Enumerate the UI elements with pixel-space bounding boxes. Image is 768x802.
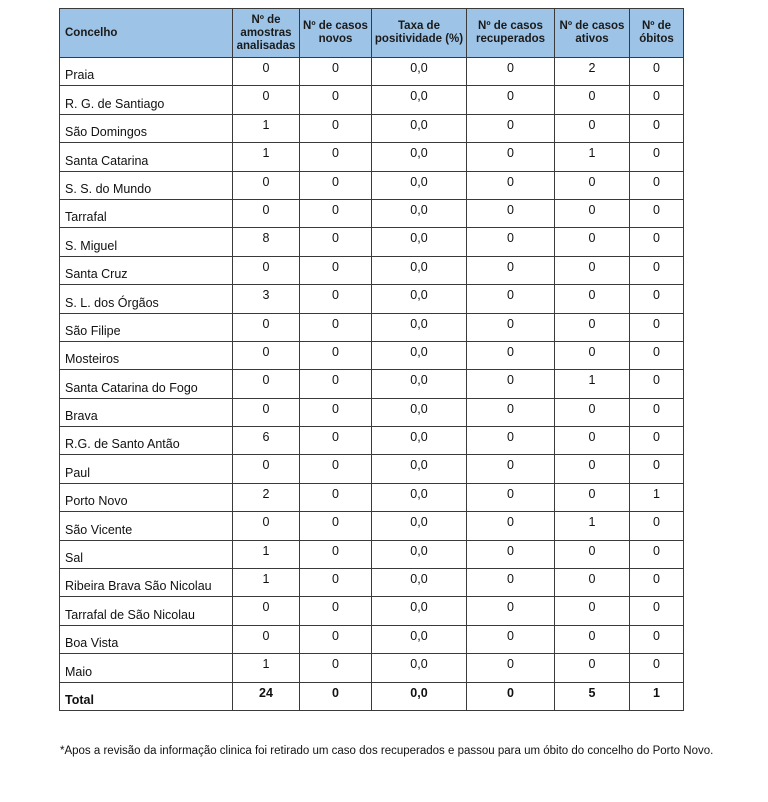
cell-recovered: 0 [467,569,555,597]
cell-active: 0 [555,86,630,114]
table-row [60,86,684,114]
cell-samples: 0 [233,398,300,426]
cell-active: 0 [555,114,630,142]
cell-concelho: Boa Vista [60,625,233,653]
total-cell-positivity: 0,0 [372,682,467,710]
table-row [60,256,684,284]
cell-recovered: 0 [467,228,555,256]
cell-new-cases: 0 [300,171,372,199]
cell-concelho: S. S. do Mundo [60,171,233,199]
cell-new-cases: 0 [300,256,372,284]
cell-concelho: Maio [60,654,233,682]
table-row [60,625,684,653]
cell-samples: 0 [233,86,300,114]
cell-active: 2 [555,58,630,86]
cell-new-cases: 0 [300,114,372,142]
cell-positivity: 0,0 [372,228,467,256]
cell-recovered: 0 [467,58,555,86]
cell-samples: 0 [233,313,300,341]
cell-active: 0 [555,569,630,597]
cell-active: 0 [555,483,630,511]
cell-positivity: 0,0 [372,313,467,341]
cell-recovered: 0 [467,654,555,682]
cell-new-cases: 0 [300,540,372,568]
table-row [60,427,684,455]
cell-samples: 0 [233,58,300,86]
table-row [60,597,684,625]
total-cell-new-cases: 0 [300,682,372,710]
cell-concelho: Brava [60,398,233,426]
table-row [60,370,684,398]
cell-concelho: S. L. dos Órgãos [60,285,233,313]
table-row [60,199,684,227]
header-active-cases: Nº de casos ativos [555,9,630,58]
cell-concelho: Tarrafal [60,199,233,227]
cell-new-cases: 0 [300,199,372,227]
cell-concelho: Sal [60,540,233,568]
table-row [60,483,684,511]
cell-positivity: 0,0 [372,370,467,398]
cell-concelho: Ribeira Brava São Nicolau [60,569,233,597]
cell-positivity: 0,0 [372,143,467,171]
table-row [60,58,684,86]
cell-samples: 1 [233,540,300,568]
cell-samples: 0 [233,455,300,483]
cell-positivity: 0,0 [372,654,467,682]
cell-deaths: 1 [630,483,684,511]
cell-deaths: 0 [630,625,684,653]
cell-deaths: 0 [630,171,684,199]
table-container [59,8,684,711]
cell-active: 0 [555,654,630,682]
cell-new-cases: 0 [300,398,372,426]
cell-samples: 1 [233,569,300,597]
cell-positivity: 0,0 [372,569,467,597]
cell-new-cases: 0 [300,569,372,597]
cell-positivity: 0,0 [372,171,467,199]
cell-positivity: 0,0 [372,199,467,227]
cell-deaths: 0 [630,455,684,483]
total-cell-active: 5 [555,682,630,710]
total-row [60,682,684,710]
cell-samples: 1 [233,143,300,171]
header-concelho: Concelho [60,9,233,58]
table-row [60,114,684,142]
table-row [60,455,684,483]
cell-samples: 6 [233,427,300,455]
total-cell-concelho: Total [60,682,233,710]
cell-deaths: 0 [630,86,684,114]
cell-deaths: 0 [630,58,684,86]
cell-active: 0 [555,285,630,313]
cell-active: 0 [555,597,630,625]
cell-new-cases: 0 [300,483,372,511]
cell-positivity: 0,0 [372,597,467,625]
cell-deaths: 0 [630,285,684,313]
cell-positivity: 0,0 [372,483,467,511]
table-row [60,171,684,199]
cell-new-cases: 0 [300,625,372,653]
cell-concelho: Porto Novo [60,483,233,511]
cell-samples: 0 [233,512,300,540]
cell-recovered: 0 [467,455,555,483]
cell-samples: 0 [233,256,300,284]
cell-positivity: 0,0 [372,398,467,426]
cell-positivity: 0,0 [372,455,467,483]
cell-active: 1 [555,370,630,398]
header-row [60,9,684,58]
cell-active: 0 [555,199,630,227]
cell-concelho: Tarrafal de São Nicolau [60,597,233,625]
total-cell-samples: 24 [233,682,300,710]
cell-deaths: 0 [630,114,684,142]
cell-deaths: 0 [630,569,684,597]
cell-new-cases: 0 [300,228,372,256]
cell-positivity: 0,0 [372,86,467,114]
cell-recovered: 0 [467,597,555,625]
cell-concelho: Santa Cruz [60,256,233,284]
cell-deaths: 0 [630,540,684,568]
cell-positivity: 0,0 [372,114,467,142]
table-row [60,228,684,256]
cell-new-cases: 0 [300,341,372,369]
cell-recovered: 0 [467,341,555,369]
cell-positivity: 0,0 [372,58,467,86]
cell-concelho: S. Miguel [60,228,233,256]
cell-recovered: 0 [467,512,555,540]
cell-positivity: 0,0 [372,256,467,284]
cell-deaths: 0 [630,398,684,426]
header-positivity-rate: Taxa de positividade (%) [372,9,467,58]
cell-recovered: 0 [467,86,555,114]
cell-deaths: 0 [630,370,684,398]
cell-new-cases: 0 [300,86,372,114]
cell-concelho: Praia [60,58,233,86]
cell-deaths: 0 [630,256,684,284]
cell-samples: 2 [233,483,300,511]
cell-new-cases: 0 [300,427,372,455]
cell-recovered: 0 [467,427,555,455]
cell-new-cases: 0 [300,370,372,398]
cell-samples: 0 [233,199,300,227]
cell-concelho: São Filipe [60,313,233,341]
cell-new-cases: 0 [300,313,372,341]
cell-deaths: 0 [630,341,684,369]
cell-samples: 0 [233,625,300,653]
cell-new-cases: 0 [300,455,372,483]
cell-new-cases: 0 [300,143,372,171]
cell-samples: 0 [233,370,300,398]
cell-active: 0 [555,427,630,455]
cell-deaths: 0 [630,313,684,341]
cell-active: 0 [555,398,630,426]
cell-new-cases: 0 [300,597,372,625]
cell-positivity: 0,0 [372,285,467,313]
cell-recovered: 0 [467,625,555,653]
header-new-cases: Nº de casos novos [300,9,372,58]
cell-deaths: 0 [630,427,684,455]
cell-new-cases: 0 [300,285,372,313]
table-row [60,143,684,171]
header-recovered-cases: Nº de casos recuperados [467,9,555,58]
cell-active: 0 [555,540,630,568]
table-row [60,654,684,682]
cell-concelho: São Vicente [60,512,233,540]
cell-recovered: 0 [467,114,555,142]
cell-deaths: 0 [630,143,684,171]
cell-samples: 0 [233,171,300,199]
table-row [60,341,684,369]
cell-positivity: 0,0 [372,540,467,568]
cell-samples: 0 [233,341,300,369]
cell-recovered: 0 [467,398,555,426]
cell-recovered: 0 [467,143,555,171]
table-row [60,512,684,540]
cell-recovered: 0 [467,313,555,341]
cell-recovered: 0 [467,256,555,284]
cell-positivity: 0,0 [372,625,467,653]
cell-active: 0 [555,341,630,369]
cell-concelho: Paul [60,455,233,483]
cell-recovered: 0 [467,199,555,227]
cell-samples: 3 [233,285,300,313]
header-samples-analyzed: Nº de amostras analisadas [233,9,300,58]
total-cell-deaths: 1 [630,682,684,710]
cell-positivity: 0,0 [372,512,467,540]
cell-new-cases: 0 [300,512,372,540]
table-row [60,398,684,426]
cell-active: 0 [555,625,630,653]
cell-active: 1 [555,512,630,540]
cell-new-cases: 0 [300,654,372,682]
cell-concelho: R.G. de Santo Antão [60,427,233,455]
cases-by-municipality-table [59,8,684,711]
header-deaths: Nº de óbitos [630,9,684,58]
cell-samples: 0 [233,597,300,625]
table-body [60,58,684,711]
cell-concelho: São Domingos [60,114,233,142]
cell-deaths: 0 [630,597,684,625]
table-row [60,569,684,597]
cell-concelho: Santa Catarina [60,143,233,171]
footnote: *Apos a revisão da informação clinica foi retirado um caso dos recuperados e passou para um óbito do concelho do Porto Novo. [60,745,714,757]
cell-concelho: R. G. de Santiago [60,86,233,114]
cell-concelho: Mosteiros [60,341,233,369]
cell-active: 1 [555,143,630,171]
cell-recovered: 0 [467,483,555,511]
cell-deaths: 0 [630,654,684,682]
cell-recovered: 0 [467,370,555,398]
cell-recovered: 0 [467,171,555,199]
cell-recovered: 0 [467,285,555,313]
cell-recovered: 0 [467,540,555,568]
cell-active: 0 [555,313,630,341]
cell-active: 0 [555,171,630,199]
table-row [60,285,684,313]
cell-positivity: 0,0 [372,427,467,455]
cell-deaths: 0 [630,228,684,256]
cell-samples: 1 [233,654,300,682]
total-cell-recovered: 0 [467,682,555,710]
cell-active: 0 [555,455,630,483]
cell-deaths: 0 [630,199,684,227]
cell-active: 0 [555,228,630,256]
cell-positivity: 0,0 [372,341,467,369]
table-row [60,313,684,341]
cell-active: 0 [555,256,630,284]
cell-samples: 8 [233,228,300,256]
cell-concelho: Santa Catarina do Fogo [60,370,233,398]
cell-deaths: 0 [630,512,684,540]
cell-new-cases: 0 [300,58,372,86]
table-row [60,540,684,568]
cell-samples: 1 [233,114,300,142]
